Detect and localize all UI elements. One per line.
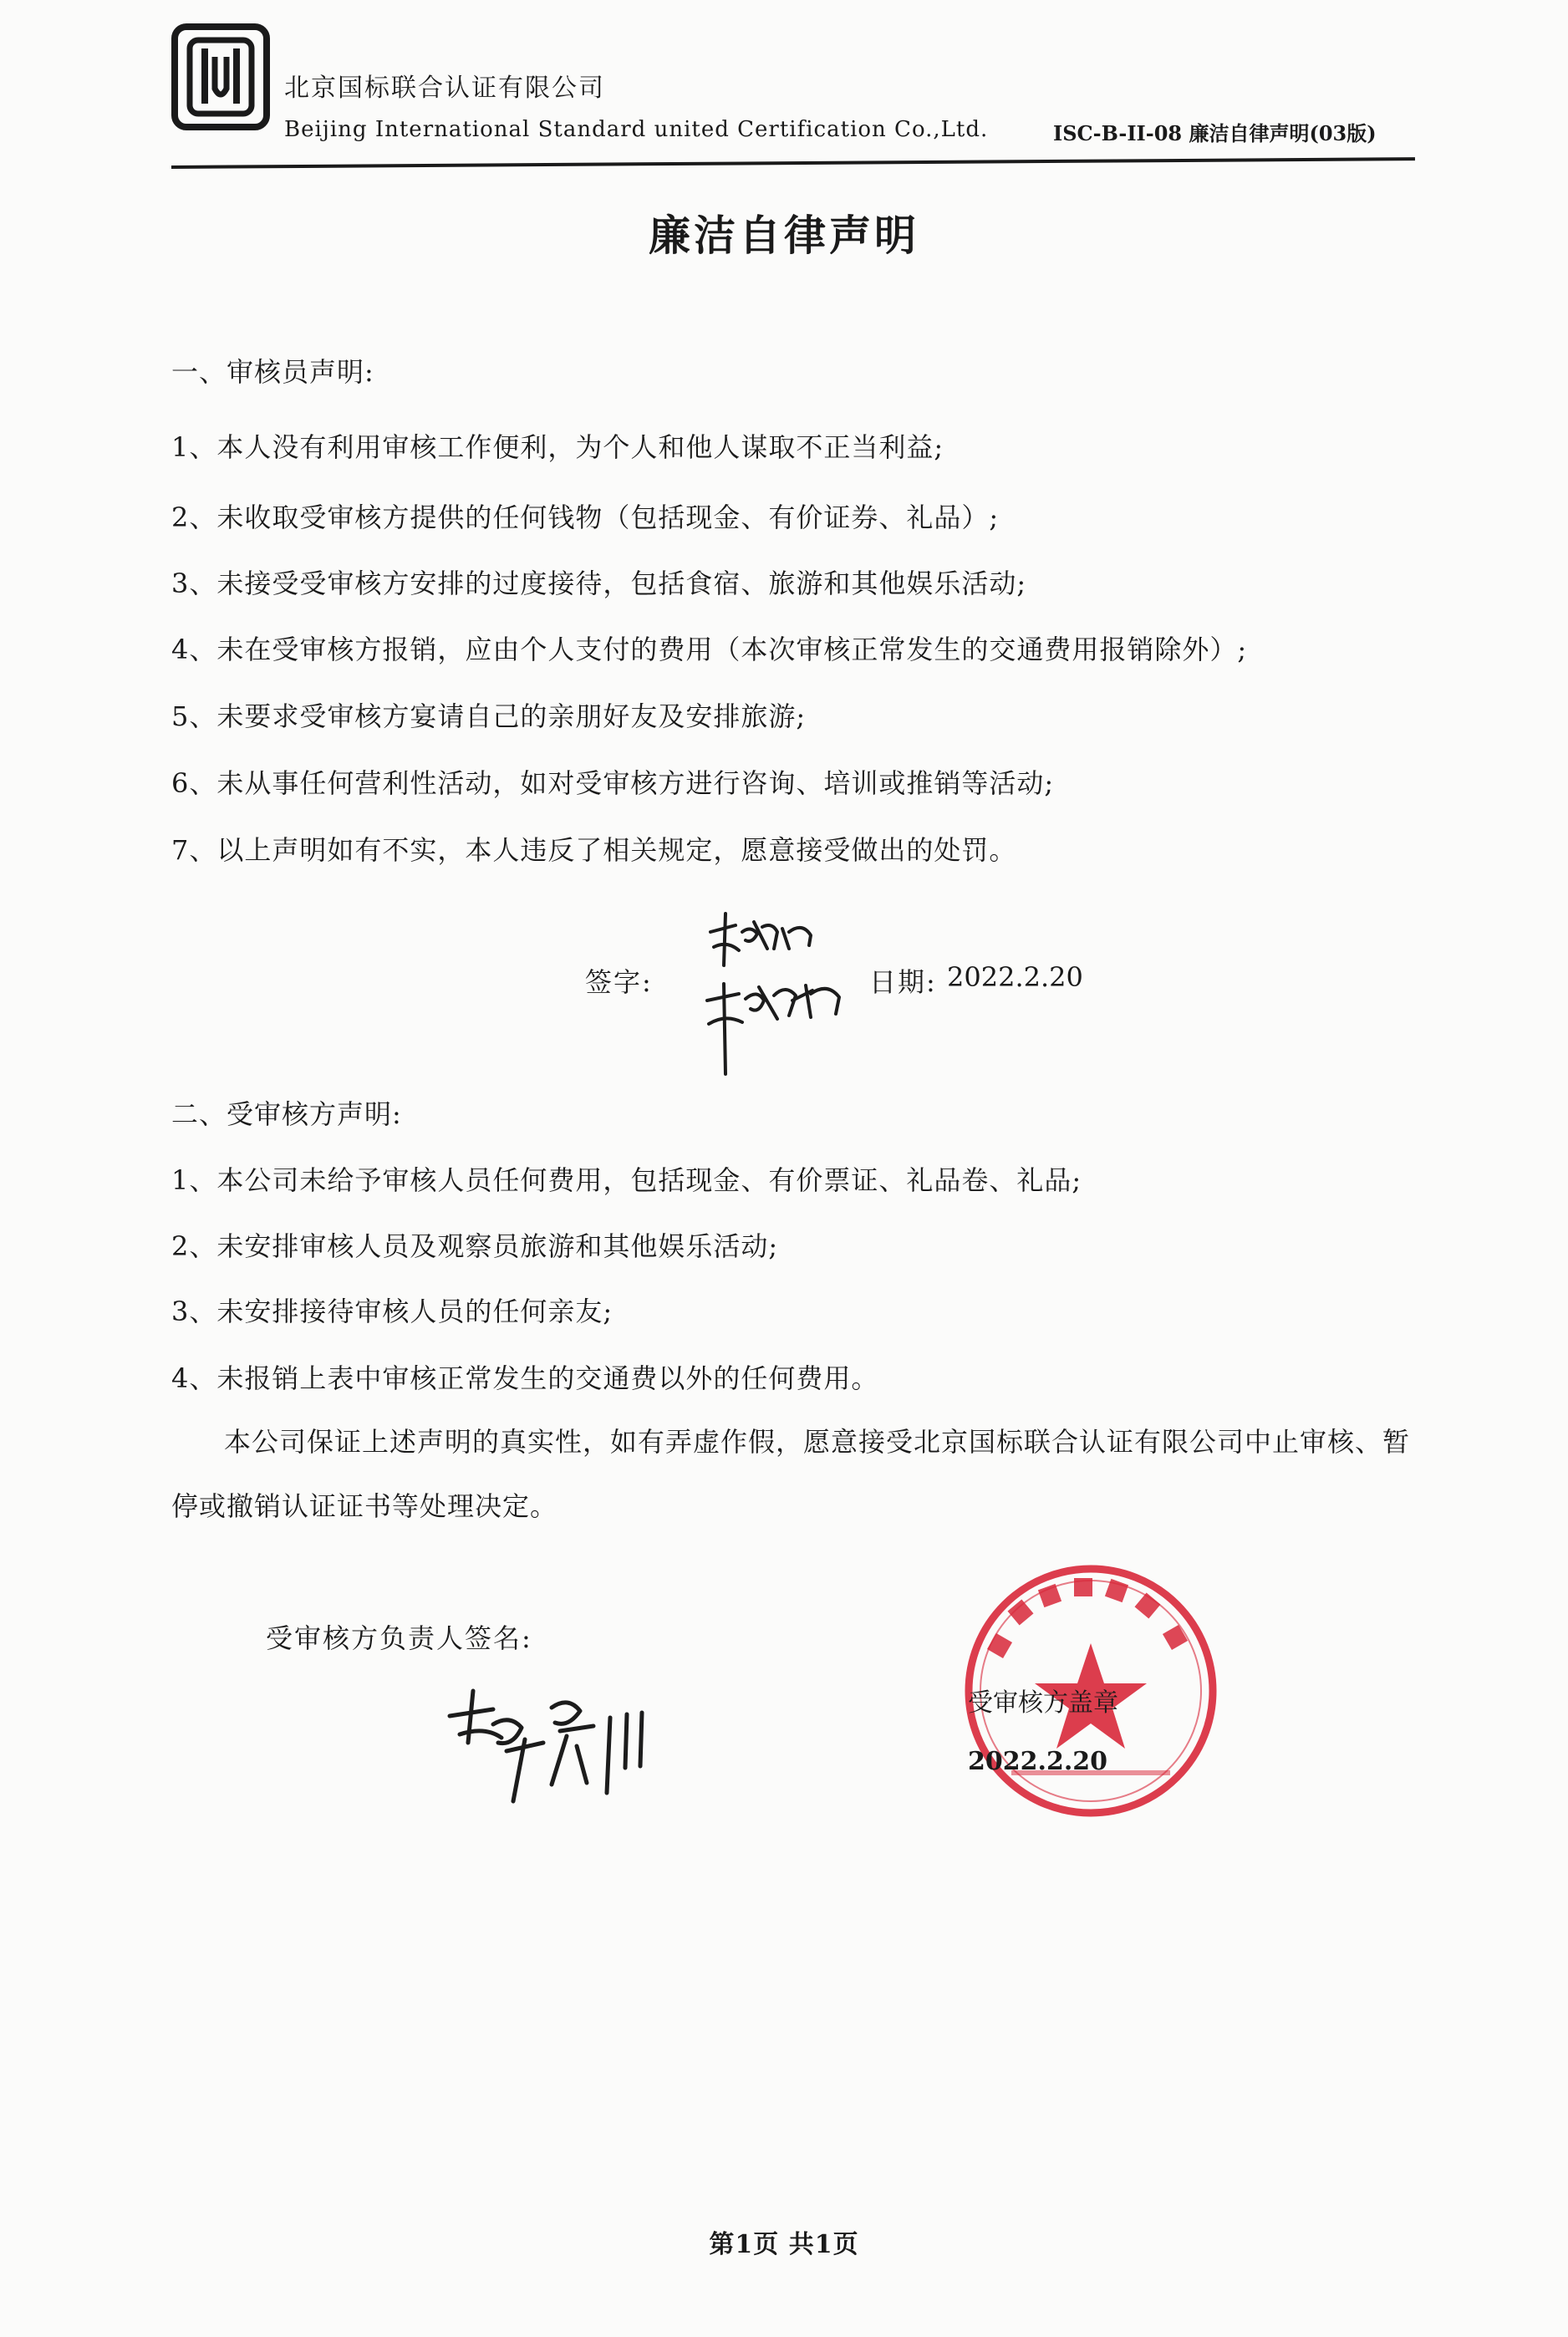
guarantee-paragraph-line2: 停或撤销认证证书等处理决定。: [171, 1490, 558, 1522]
section2-item: 2、未安排审核人员及观察员旅游和其他娱乐活动;: [171, 1230, 779, 1262]
auditee-signer-label: 受审核方负责人签名:: [266, 1622, 532, 1654]
section2-heading: 二、受审核方声明:: [171, 1098, 402, 1130]
company-name-en: Beijing International Standard united Certification Co.,Ltd.: [284, 117, 989, 142]
auditee-stamp-label: 受审核方盖章: [968, 1688, 1118, 1718]
section1-item: 3、未接受受审核方安排的过度接待，包括食宿、旅游和其他娱乐活动;: [171, 568, 1027, 599]
company-name-cn: 北京国标联合认证有限公司: [284, 74, 605, 103]
auditor-date-label: 日期:: [869, 966, 937, 998]
auditee-stamp-date: 2022.2.20: [968, 1747, 1108, 1776]
section1-item: 2、未收取受审核方提供的任何钱物（包括现金、有价证券、礼品）;: [171, 502, 1000, 533]
page-number: 第1页 共1页: [709, 2230, 859, 2259]
section1-item: 6、未从事任何营利性活动，如对受审核方进行咨询、培训或推销等活动;: [171, 767, 1055, 799]
section2-item: 1、本公司未给予审核人员任何费用，包括现金、有价票证、礼品卷、礼品;: [171, 1164, 1082, 1196]
auditor-sign-label: 签字:: [585, 966, 653, 998]
section2-item: 3、未安排接待审核人员的任何亲友;: [171, 1296, 613, 1327]
section1-heading: 一、审核员声明:: [171, 356, 374, 388]
section2-item: 4、未报销上表中审核正常发生的交通费以外的任何费用。: [171, 1362, 879, 1394]
auditor-signature: [702, 907, 853, 1082]
auditor-date-value: 2022.2.20: [947, 961, 1083, 993]
auditee-signature: [443, 1684, 677, 1818]
section1-item: 4、未在受审核方报销，应由个人支付的费用（本次审核正常发生的交通费用报销除外）;: [171, 634, 1248, 665]
section1-item: 7、以上声明如有不实，本人违反了相关规定，愿意接受做出的处罚。: [171, 834, 1017, 866]
guarantee-paragraph-line1: 本公司保证上述声明的真实性，如有弄虚作假，愿意接受北京国标联合认证有限公司中止审核、暂: [224, 1426, 1411, 1458]
section1-item: 1、本人没有利用审核工作便利，为个人和他人谋取不正当利益;: [171, 431, 944, 463]
section1-item: 5、未要求受审核方宴请自己的亲朋好友及安排旅游;: [171, 700, 807, 732]
document-code: ISC-B-II-08 廉洁自律声明(03版): [1053, 121, 1377, 145]
company-logo: [171, 23, 270, 130]
document-title: 廉洁自律声明: [649, 211, 919, 260]
header-divider: [171, 157, 1415, 169]
